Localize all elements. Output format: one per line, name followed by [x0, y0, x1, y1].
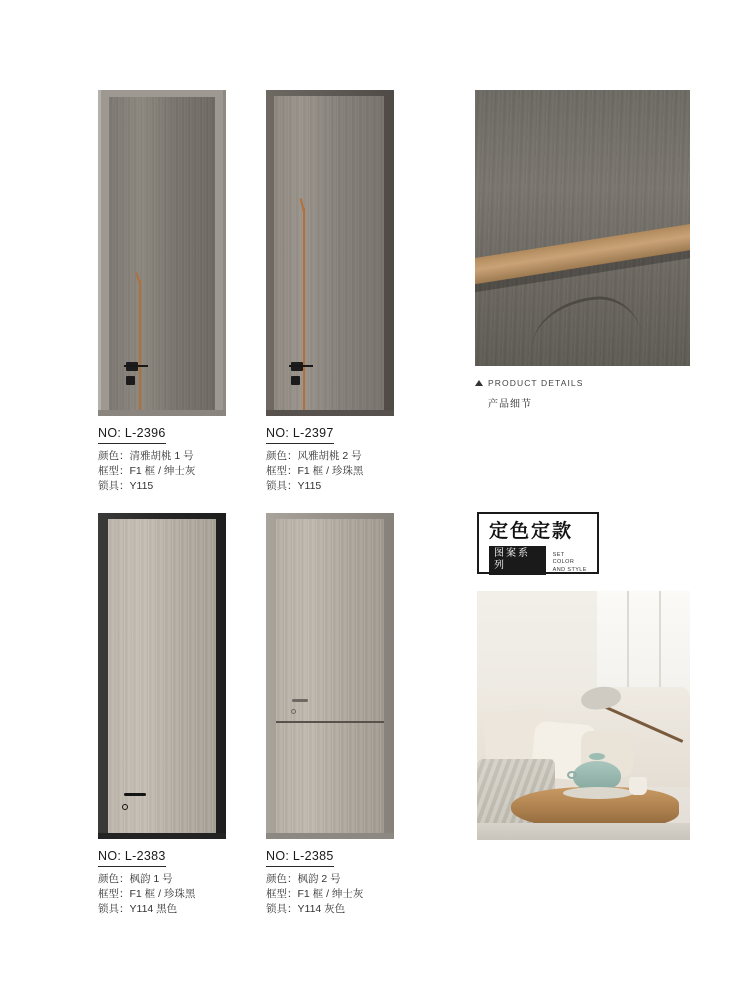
door-image-1: [98, 90, 226, 416]
product-card-2: [266, 90, 394, 492]
product-caption-1: [98, 424, 195, 494]
product-spec-frame-1: 框型：F1 框 / 绅士灰: [98, 465, 196, 477]
product-no-3: NO: L-2383: [98, 849, 166, 867]
product-card-4: [266, 513, 394, 915]
product-caption-4: [266, 847, 363, 917]
product-card-1: [98, 90, 226, 492]
product-spec-color-3: 颜色：枫韵 1 号: [98, 873, 173, 885]
badge-en-line1: SET COLOR: [552, 552, 575, 565]
product-spec-color-4: 颜色：枫韵 2 号: [266, 873, 341, 885]
product-spec-lock-1: 锁具：Y115: [98, 480, 154, 492]
product-spec-lock-2: 锁具：Y115: [266, 480, 322, 492]
product-spec-frame-4: 框型：F1 框 / 绅士灰: [266, 888, 364, 900]
product-spec-frame-2: 框型：F1 框 / 珍珠黑: [266, 465, 364, 477]
product-spec-frame-3: 框型：F1 框 / 珍珠黑: [98, 888, 196, 900]
product-no-2: NO: L-2397: [266, 426, 334, 444]
product-caption-2: [266, 424, 363, 494]
badge-subtitle: 图案系列: [489, 546, 546, 575]
product-card-3: [98, 513, 226, 915]
triangle-up-icon: [475, 380, 483, 386]
product-spec-color-2: 颜色：风雅胡桃 2 号: [266, 450, 362, 462]
series-badge: [477, 512, 599, 574]
detail-label-en: PRODUCT DETAILS: [488, 377, 584, 388]
door-image-3: [98, 513, 226, 839]
detail-label-cn: 产品细节: [488, 399, 532, 410]
product-caption-3: [98, 847, 195, 917]
badge-title: 定色定款: [489, 520, 574, 542]
door-image-4: [266, 513, 394, 839]
product-spec-lock-3: 锁具：Y114 黑色: [98, 903, 178, 915]
room-scene-photo: [477, 591, 690, 840]
product-no-4: NO: L-2385: [266, 849, 334, 867]
badge-en-line2: AND STYLE: [552, 567, 587, 573]
badge-en-block: [553, 552, 587, 575]
product-detail-photo: [475, 90, 690, 366]
detail-label: [475, 374, 584, 410]
product-spec-lock-4: 锁具：Y114 灰色: [266, 903, 346, 915]
product-no-1: NO: L-2396: [98, 426, 166, 444]
product-spec-color-1: 颜色：清雅胡桃 1 号: [98, 450, 194, 462]
door-image-2: [266, 90, 394, 416]
